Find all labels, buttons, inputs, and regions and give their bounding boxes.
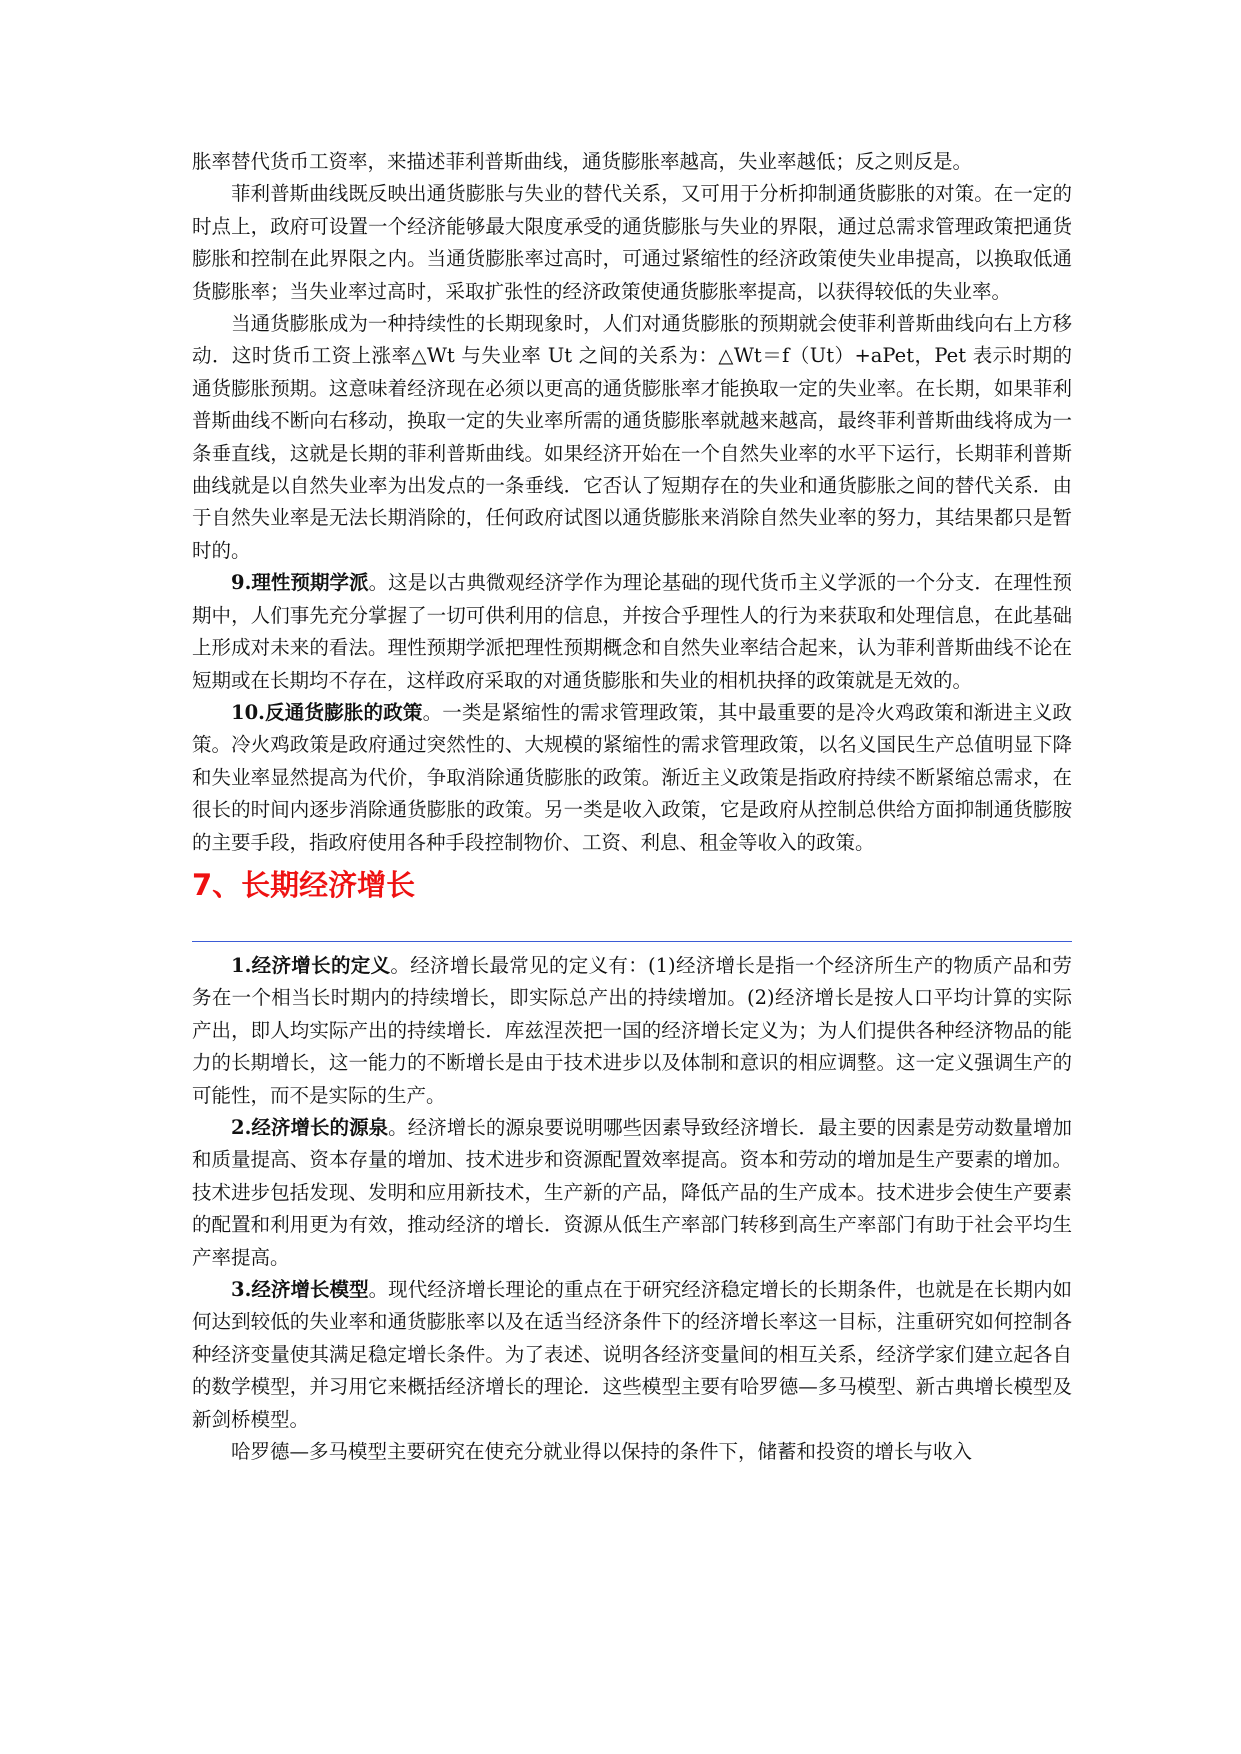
paragraph-growth-models — [192, 1274, 1072, 1436]
term-anti-inflation-policy: 10.反通货膨胀的政策 — [231, 700, 423, 724]
term-growth-sources: 2.经济增长的源泉 — [231, 1115, 389, 1139]
paragraph-body: 。这是以古典微观经济学作为理论基础的现代货币主义学派的一个分支．在理性预期中，人们事先充分掌握了一切可供利用的信息，并按合乎理性人的行为来获取和处理信息，在此基础上形成对未来的看法。理性预期学派把理性预期概念和自然失业率结合起来，认为菲利普斯曲线不论在短期或在长期均不存在，这样政府采取的对通货膨胀和失业的相机抉择的政策就是无效的。 — [192, 571, 1072, 692]
document-page — [192, 146, 1072, 1468]
paragraph-phillips-curve-tail: 胀率替代货币工资率，来描述菲利普斯曲线，通货膨胀率越高，失业率越低；反之则反是。 — [192, 150, 973, 173]
paragraph-body: 。经济增长的源泉要说明哪些因素导致经济增长．最主要的因素是劳动数量增加和质量提高、资本存量的增加、技术进步和资源配置效率提高。资本和劳动的增加是生产要素的增加。技术进步包括发现、发明和应用新技术，生产新的产品，降低产品的生产成本。技术进步会使生产要素的配置和利用更为有效，推动经济的增长．资源从低生产率部门转移到高生产率部门有助于社会平均生产率提高。 — [192, 1115, 1072, 1269]
paragraph-phillips-policy: 菲利普斯曲线既反映出通货膨胀与失业的替代关系，又可用于分析抑制通货膨胀的对策。在一定的时点上，政府可设置一个经济能够最大限度承受的通货膨胀与失业的界限，通过总需求管理政策把通货膨胀和控制在此界限之内。当通货膨胀率过高时，可通过紧缩性的经济政策使失业串提高，以换取低通货膨胀率；当失业率过高时，采取扩张性的经济政策使通货膨胀率提高，以获得较低的失业率。 — [192, 182, 1072, 303]
term-rational-expectations: 9.理性预期学派 — [231, 571, 369, 595]
paragraph-body: 。现代经济增长理论的重点在于研究经济稳定增长的长期条件，也就是在长期内如何达到较低的失业率和通货膨胀率以及在适当经济条件下的经济增长率这一目标，注重研究如何控制各种经济变量使其满足稳定增长条件。为了表述、说明各经济变量间的相互关系，经济学家们建立起各自的数学模型，并习用它来概括经济增长的理论．这些模型主要有哈罗德—多马模型、新古典增长模型及新剑桥模型。 — [192, 1278, 1072, 1431]
term-growth-models: 3.经济增长模型 — [231, 1278, 369, 1301]
paragraph-body: 。一类是紧缩性的需求管理政策，其中最重要的是冷火鸡政策和渐进主义政策。冷火鸡政策是政府通过突然性的、大规模的紧缩性的需求管理政策，以名义国民生产总值明显下降和失业率显然提高为代价，争取消除通货膨胀的政策。渐近主义政策是指政府持续不断紧缩总需求，在很长的时间内逐步消除通货膨胀的政策。另一类是收入政策，它是政府从控制总供给方面抑制通货膨胺的主要手段，指政府使用各种手段控制物价、工资、利息、租金等收入的政策。 — [192, 700, 1072, 854]
paragraph-growth-definition — [192, 950, 1072, 1112]
section-heading: 7、长期经济增长 — [192, 867, 416, 902]
paragraph-growth-sources — [192, 1112, 1072, 1274]
term-growth-definition: 1.经济增长的定义 — [231, 953, 391, 977]
paragraph-anti-inflation-policy — [192, 697, 1072, 859]
paragraph-long-run-phillips: 当通货膨胀成为一种持续性的长期现象时，人们对通货膨胀的预期就会使菲利普斯曲线向右上方移动．这时货币工资上涨率△Wt 与失业率 Ut 之间的关系为：△Wt＝f（Ut）+aPet，Pet 表示时期的通货膨胀预期。这意味着经济现在必须以更高的通货膨胀率才能换取一定的失业率。在长期，如果菲利普斯曲线不断向右移动，换取一定的失业率所需的通货膨胀率就越来越高，最终菲利普斯曲线将成为一条垂直线，这就是长期的菲利普斯曲线。如果经济开始在一个自然失业率的水平下运行，长期菲利普斯曲线就是以自然失业率为出发点的一条垂线．它否认了短期存在的失业和通货膨胀之间的替代关系．由于自然失业率是无法长期消除的，任何政府试图以通货膨胀来消除自然失业率的努力，其结果都只是暂时的。 — [192, 312, 1072, 562]
paragraph-harrod-domar: 哈罗德—多马模型主要研究在使充分就业得以保持的条件下，储蓄和投资的增长与收入 — [231, 1440, 973, 1464]
paragraph-body: 。经济增长最常见的定义有：(1)经济增长是指一个经济所生产的物质产品和劳务在一个相当长时期内的持续增长，即实际总产出的持续增加。(2)经济增长是按人口平均计算的实际产出，即人均实际产出的持续增长．库兹涅茨把一国的经济增长定义为；为人们提供各种经济物品的能力的长期增长，这一能力的不断增长是由于技术进步以及体制和意识的相应调整。这一定义强调生产的可能性，而不是实际的生产。 — [192, 953, 1073, 1107]
section-divider — [192, 941, 1072, 942]
paragraph-rational-expectations — [192, 567, 1072, 697]
